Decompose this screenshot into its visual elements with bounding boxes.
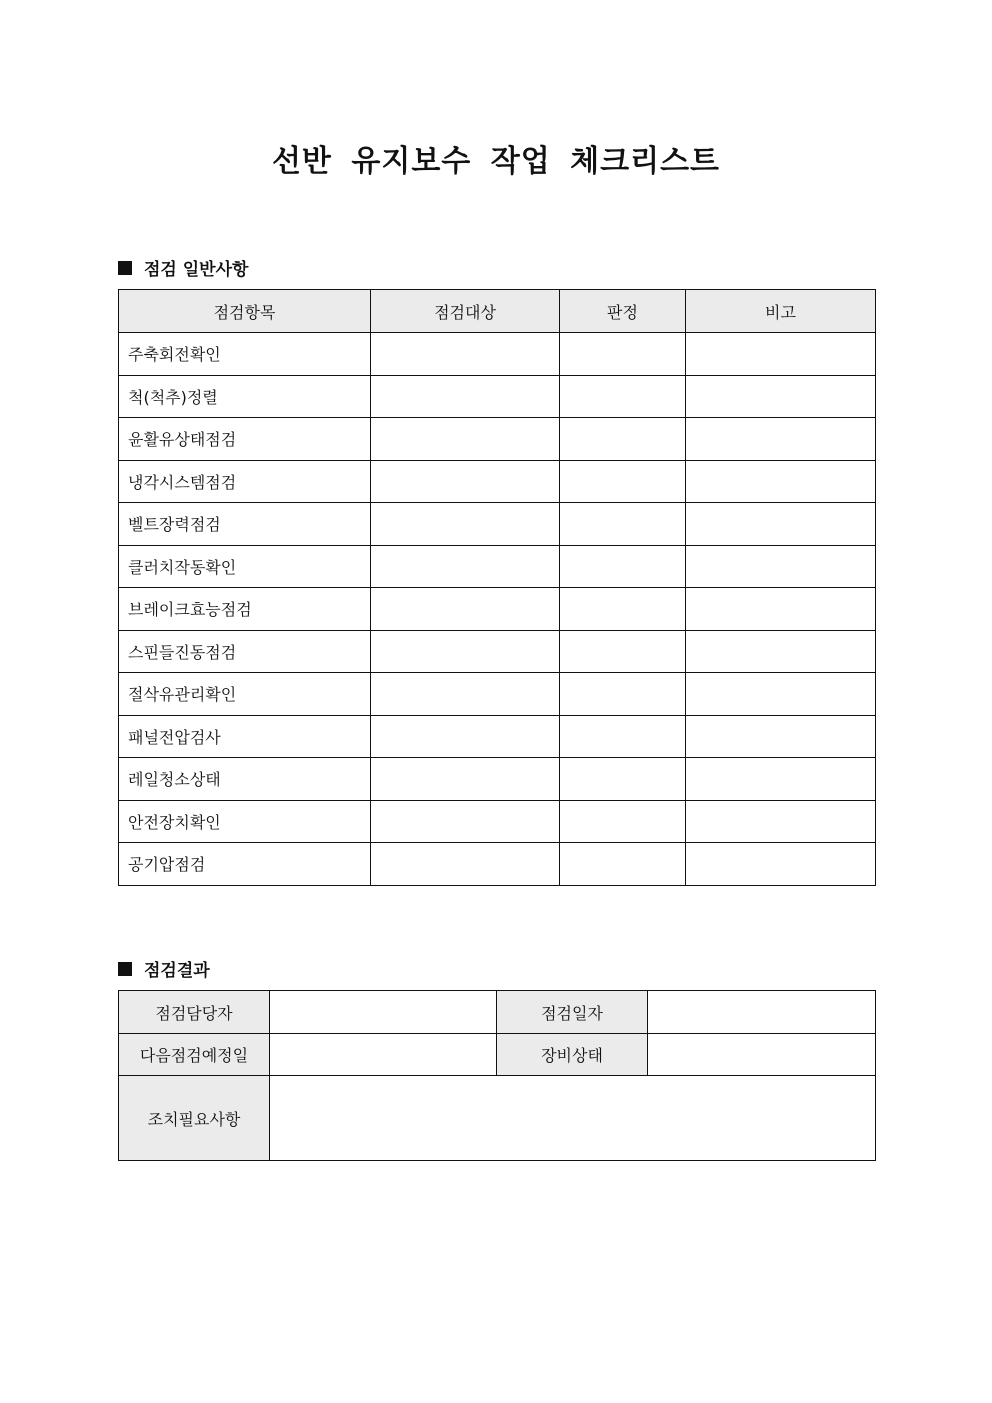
target-cell[interactable]	[371, 630, 560, 673]
table-row	[119, 460, 876, 503]
judgment-cell[interactable]	[560, 758, 686, 801]
note-cell[interactable]	[686, 333, 876, 376]
note-cell[interactable]	[686, 588, 876, 631]
table-row	[119, 758, 876, 801]
item-cell: 패널전압검사	[119, 715, 371, 758]
item-cell: 클러치작동확인	[119, 545, 371, 588]
judgment-cell[interactable]	[560, 460, 686, 503]
note-cell[interactable]	[686, 545, 876, 588]
item-cell: 주축회전확인	[119, 333, 371, 376]
judgment-cell[interactable]	[560, 503, 686, 546]
target-cell[interactable]	[371, 843, 560, 886]
label-action-required: 조치필요사항	[119, 1076, 270, 1161]
judgment-cell[interactable]	[560, 800, 686, 843]
inspector-field[interactable]	[270, 991, 497, 1034]
note-cell[interactable]	[686, 715, 876, 758]
note-cell[interactable]	[686, 418, 876, 461]
equipment-status-field[interactable]	[648, 1034, 876, 1076]
table-row	[119, 800, 876, 843]
table-row	[119, 418, 876, 461]
action-required-field[interactable]	[270, 1076, 876, 1161]
note-cell[interactable]	[686, 503, 876, 546]
square-bullet-icon	[118, 261, 132, 275]
target-cell[interactable]	[371, 715, 560, 758]
section-heading-label: 점검결과	[144, 961, 210, 981]
table-row	[119, 588, 876, 631]
label-equipment-status: 장비상태	[497, 1034, 648, 1076]
section-heading-label: 점검 일반사항	[144, 260, 249, 280]
judgment-cell[interactable]	[560, 333, 686, 376]
next-inspection-field[interactable]	[270, 1034, 497, 1076]
document-title: 선반 유지보수 작업 체크리스트	[271, 144, 721, 179]
inspection-results-table	[118, 990, 876, 1161]
judgment-cell[interactable]	[560, 630, 686, 673]
judgment-cell[interactable]	[560, 418, 686, 461]
target-cell[interactable]	[371, 588, 560, 631]
note-cell[interactable]	[686, 375, 876, 418]
note-cell[interactable]	[686, 460, 876, 503]
inspection-items-table	[118, 289, 876, 886]
table-row	[119, 545, 876, 588]
item-cell: 안전장치확인	[119, 800, 371, 843]
target-cell[interactable]	[371, 375, 560, 418]
section-heading-results	[118, 956, 210, 981]
label-inspection-date: 점검일자	[497, 991, 648, 1034]
table-row	[119, 375, 876, 418]
item-cell: 레일청소상태	[119, 758, 371, 801]
item-cell: 브레이크효능점검	[119, 588, 371, 631]
judgment-cell[interactable]	[560, 545, 686, 588]
target-cell[interactable]	[371, 545, 560, 588]
note-cell[interactable]	[686, 630, 876, 673]
target-cell[interactable]	[371, 460, 560, 503]
table-row	[119, 333, 876, 376]
target-cell[interactable]	[371, 418, 560, 461]
item-cell: 절삭유관리확인	[119, 673, 371, 716]
target-cell[interactable]	[371, 673, 560, 716]
square-bullet-icon	[118, 962, 132, 976]
note-cell[interactable]	[686, 800, 876, 843]
column-header-target: 점검대상	[371, 290, 560, 333]
item-cell: 윤활유상태점검	[119, 418, 371, 461]
table-header-row	[119, 290, 876, 333]
judgment-cell[interactable]	[560, 715, 686, 758]
column-header-judgment: 판정	[560, 290, 686, 333]
judgment-cell[interactable]	[560, 673, 686, 716]
item-cell: 벨트장력점검	[119, 503, 371, 546]
target-cell[interactable]	[371, 758, 560, 801]
target-cell[interactable]	[371, 800, 560, 843]
column-header-note: 비고	[686, 290, 876, 333]
judgment-cell[interactable]	[560, 843, 686, 886]
item-cell: 스핀들진동점검	[119, 630, 371, 673]
item-cell: 냉각시스템점검	[119, 460, 371, 503]
table-row	[119, 673, 876, 716]
judgment-cell[interactable]	[560, 375, 686, 418]
table-row	[119, 843, 876, 886]
label-inspector: 점검담당자	[119, 991, 270, 1034]
inspection-date-field[interactable]	[648, 991, 876, 1034]
table-row	[119, 503, 876, 546]
judgment-cell[interactable]	[560, 588, 686, 631]
column-header-item: 점검항목	[119, 290, 371, 333]
label-next-inspection: 다음점검예정일	[119, 1034, 270, 1076]
section-heading-general	[118, 255, 248, 280]
item-cell: 공기압점검	[119, 843, 371, 886]
item-cell: 척(척추)정렬	[119, 375, 371, 418]
note-cell[interactable]	[686, 843, 876, 886]
target-cell[interactable]	[371, 503, 560, 546]
table-row	[119, 715, 876, 758]
target-cell[interactable]	[371, 333, 560, 376]
note-cell[interactable]	[686, 758, 876, 801]
note-cell[interactable]	[686, 673, 876, 716]
table-row	[119, 630, 876, 673]
